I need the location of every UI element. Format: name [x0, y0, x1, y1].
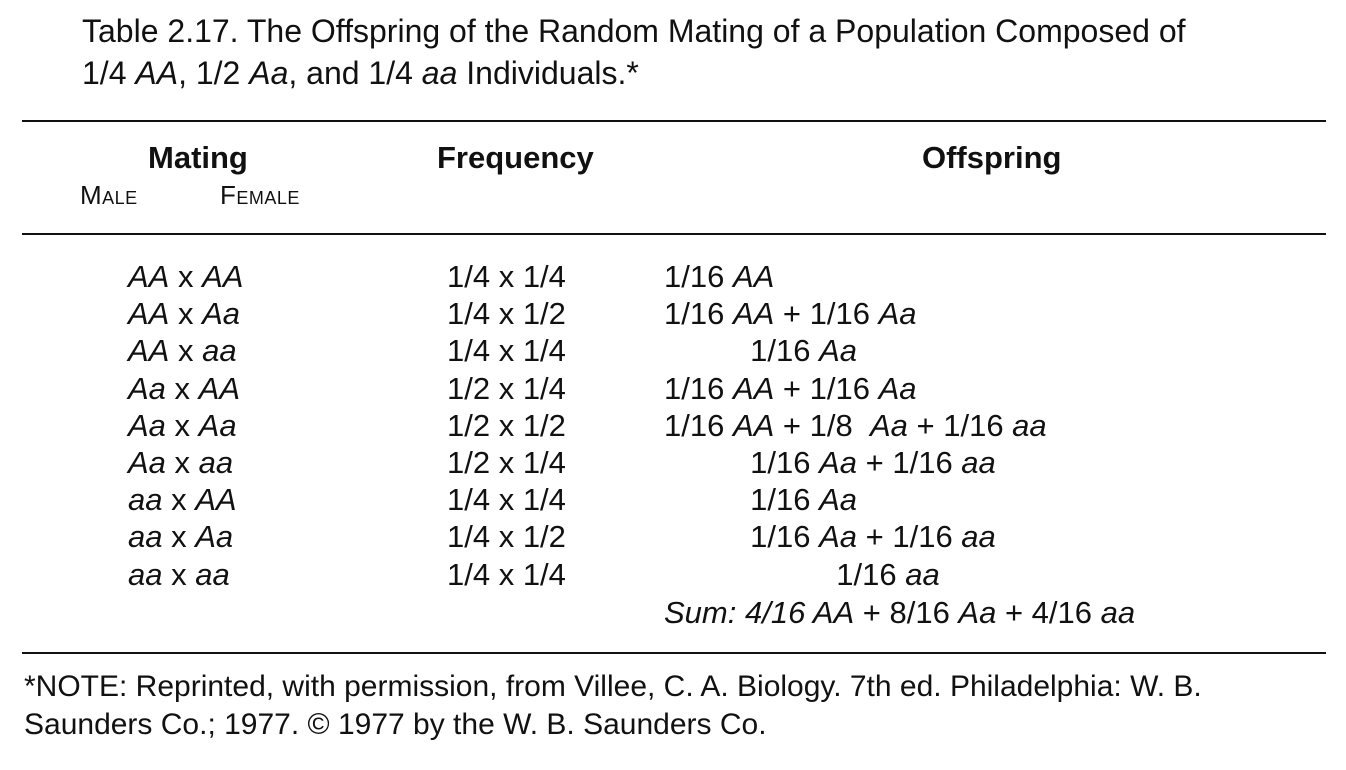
offspring-cell	[664, 295, 1324, 332]
caption-genotype: Aa	[249, 55, 289, 91]
frequency-cell: 1/4 x 1/2	[447, 519, 566, 555]
cross-symbol: x	[165, 407, 199, 443]
offspring-fraction: + 1/16	[907, 407, 1013, 443]
table-row	[0, 556, 1346, 593]
mating-cell	[128, 518, 328, 555]
offspring-fraction: 1/16	[750, 445, 820, 480]
frequency-cell: 1/2 x 1/4	[447, 445, 566, 480]
offspring-fraction: 1/16	[750, 333, 820, 369]
parent-genotype: AA	[202, 259, 244, 294]
frequency-cell: 1/2 x 1/2	[447, 407, 566, 443]
offspring-genotype: Aa	[819, 333, 858, 369]
sum-row	[0, 594, 1346, 631]
parent-genotype: Aa	[128, 407, 166, 443]
offspring-cell	[664, 407, 1324, 444]
header-rule	[22, 233, 1326, 235]
offspring-cell	[664, 518, 1324, 555]
parent-genotype: aa	[128, 556, 163, 592]
offspring-genotype: Aa	[819, 519, 858, 555]
offspring-fraction: + 1/16	[774, 370, 879, 406]
header-mating: Mating	[148, 140, 248, 175]
cross-symbol: x	[169, 259, 203, 294]
offspring-fraction: 1/16	[750, 519, 820, 555]
offspring-genotype: AA	[732, 259, 775, 294]
offspring-genotype: aa	[961, 519, 996, 555]
offspring-cell	[664, 258, 1324, 295]
parent-genotype: Aa	[202, 296, 241, 332]
offspring-genotype: aa	[961, 445, 996, 480]
header-offspring: Offspring	[922, 140, 1062, 175]
offspring-genotype: aa	[1012, 407, 1047, 443]
header-male: Male	[80, 180, 138, 210]
offspring-cell	[664, 481, 1324, 518]
offspring-genotype: Aa	[878, 370, 917, 406]
offspring-genotype: Aa	[878, 296, 917, 332]
footnote-line-1: *NOTE: Reprinted, with permission, from Villee, C. A. Biology. 7th ed. Philadelphia: W. B.	[24, 670, 1202, 703]
offspring-fraction: 1/16	[664, 296, 733, 332]
frequency-cell: 1/2 x 1/4	[447, 370, 566, 406]
offspring-genotype: Aa	[819, 445, 858, 480]
table-row	[0, 295, 1346, 332]
caption-text: 1/4	[82, 55, 136, 91]
cross-symbol: x	[162, 482, 196, 518]
parent-genotype: Aa	[195, 519, 234, 555]
parent-genotype: AA	[195, 482, 237, 518]
offspring-genotype: Aa	[869, 407, 908, 443]
table-row	[0, 332, 1346, 369]
offspring-genotype: AA	[732, 370, 775, 406]
sum-fraction: + 4/16	[996, 595, 1101, 630]
frequency-cell: 1/4 x 1/2	[447, 296, 566, 332]
parent-genotype: aa	[128, 519, 163, 555]
parent-genotype: AA	[128, 296, 170, 332]
offspring-spacer	[664, 445, 750, 480]
caption-text: , and 1/4	[288, 55, 422, 91]
offspring-cell	[664, 370, 1324, 407]
parent-genotype: aa	[128, 482, 163, 518]
parent-genotype: AA	[198, 370, 241, 406]
offspring-spacer	[664, 519, 750, 554]
footnote	[24, 668, 1328, 744]
parent-genotype: Aa	[198, 407, 237, 443]
offspring-cell	[664, 332, 1324, 369]
header-female: Female	[220, 180, 300, 210]
offspring-genotype: aa	[905, 556, 940, 592]
offspring-fraction: 1/16	[664, 407, 733, 443]
mating-cell	[128, 295, 328, 332]
sum-genotype: Aa	[958, 595, 997, 630]
offspring-fraction: + 1/16	[857, 445, 962, 480]
sum-genotype: AA	[812, 595, 855, 630]
offspring-fraction: 1/16	[836, 556, 906, 592]
frequency-cell: 1/4 x 1/4	[447, 333, 566, 369]
frequency-cell: 1/4 x 1/4	[447, 482, 566, 518]
parent-genotype: aa	[202, 333, 237, 369]
frequency-cell: 1/4 x 1/4	[447, 556, 566, 592]
bottom-rule	[22, 652, 1326, 654]
offspring-spacer	[664, 482, 750, 517]
frequency-cell: 1/4 x 1/4	[447, 259, 566, 294]
offspring-fraction: + 1/16	[774, 296, 879, 332]
cross-symbol: x	[162, 556, 196, 592]
offspring-cell	[664, 556, 1324, 593]
caption-line-1: Table 2.17. The Offspring of the Random Mating of a Population Composed of	[82, 13, 1186, 49]
caption-text: Individuals.*	[457, 55, 639, 91]
parent-genotype: AA	[128, 259, 170, 294]
offspring-fraction: 1/16	[750, 482, 820, 518]
offspring-spacer	[664, 557, 836, 592]
offspring-genotype: Aa	[819, 482, 858, 518]
table-row	[0, 444, 1346, 481]
cross-symbol: x	[165, 445, 199, 480]
parent-genotype: Aa	[128, 445, 166, 480]
table-row	[0, 370, 1346, 407]
table-row	[0, 518, 1346, 555]
footnote-line-2: Saunders Co.; 1977. © 1977 by the W. B. Saunders Co.	[24, 708, 767, 741]
cross-symbol: x	[162, 519, 196, 555]
cross-symbol: x	[165, 370, 199, 406]
mating-cell	[128, 258, 328, 295]
sum-fraction: 4/16	[744, 595, 813, 630]
table-row	[0, 481, 1346, 518]
caption-text: , 1/2	[178, 55, 250, 91]
cross-symbol: x	[169, 296, 203, 332]
mating-cell	[128, 556, 328, 593]
mating-cell	[128, 444, 328, 481]
offspring-fraction: + 1/16	[857, 519, 962, 555]
offspring-fraction: 1/16	[664, 370, 733, 406]
offspring-genotype: AA	[732, 296, 775, 332]
mating-cell	[128, 370, 328, 407]
parent-genotype: Aa	[128, 370, 166, 406]
parent-genotype: aa	[195, 556, 230, 592]
table-row	[0, 407, 1346, 444]
parent-genotype: aa	[198, 445, 234, 480]
table-row	[0, 258, 1346, 295]
caption-genotype: aa	[421, 55, 458, 91]
cross-symbol: x	[169, 333, 203, 369]
caption-genotype: AA	[135, 55, 179, 91]
table-caption	[82, 10, 1322, 94]
mating-cell	[128, 481, 328, 518]
mating-cell	[128, 407, 328, 444]
parent-genotype: AA	[128, 333, 170, 369]
offspring-spacer	[664, 333, 750, 368]
offspring-fraction: 1/16	[664, 259, 733, 294]
offspring-cell	[664, 444, 1324, 481]
offspring-genotype: AA	[732, 407, 775, 443]
offspring-fraction: + 1/8	[774, 407, 870, 443]
sum-label: Sum:	[664, 595, 745, 630]
sum-fraction: + 8/16	[854, 595, 959, 630]
mating-cell	[128, 332, 328, 369]
top-rule	[22, 120, 1326, 122]
sum-cell	[664, 594, 1324, 631]
sum-genotype: aa	[1100, 595, 1136, 630]
header-frequency: Frequency	[437, 140, 594, 175]
